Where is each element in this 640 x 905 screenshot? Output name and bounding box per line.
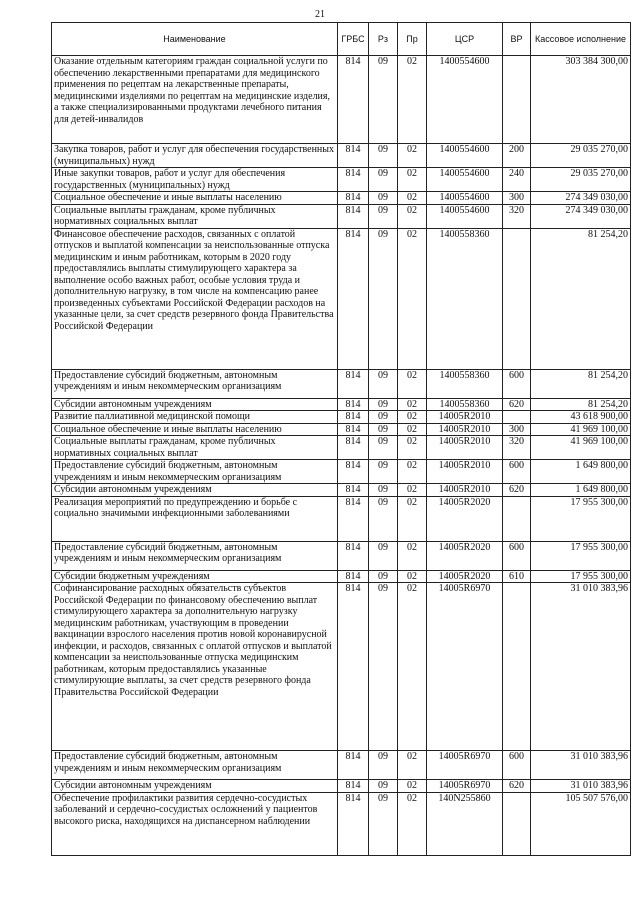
- cell-grbs: 814: [338, 411, 369, 424]
- cell-grbs: 814: [338, 570, 369, 583]
- table-row: [52, 570, 631, 583]
- cell-pr: 02: [398, 423, 427, 436]
- cell-name: Обеспечение профилактики развития сердечно-сосудистых заболеваний и сердечно-сосудистых осложнений у пациентов высокого риска, находящихся на диспансерном наблюдении: [52, 792, 338, 855]
- cell-csr: 14005R2010: [427, 436, 503, 460]
- table-row: [52, 144, 631, 168]
- cell-vr: 320: [503, 436, 531, 460]
- cell-amount: 29 035 270,00: [531, 168, 631, 192]
- cell-amount: 41 969 100,00: [531, 436, 631, 460]
- cell-amount: 81 254,20: [531, 398, 631, 411]
- cell-amount: 31 010 383,96: [531, 583, 631, 751]
- cell-name: Субсидии бюджетным учреждениям: [52, 570, 338, 583]
- cell-grbs: 814: [338, 583, 369, 751]
- cell-name: Оказание отдельным категориям граждан социальной услуги по обеспечению лекарственными препаратами для медицинского применения по рецептам на лекарственные препараты, медицинскими изделиями по рецептам на медицинские изделия, а также специализированными продуктами лечебного питания для детей-инвалидов: [52, 56, 338, 144]
- cell-vr: [503, 228, 531, 369]
- cell-rz: 09: [369, 228, 398, 369]
- cell-rz: 09: [369, 496, 398, 541]
- cell-rz: 09: [369, 411, 398, 424]
- table-row: [52, 436, 631, 460]
- cell-name: Закупка товаров, работ и услуг для обеспечения государственных (муниципальных) нужд: [52, 144, 338, 168]
- cell-name: Предоставление субсидий бюджетным, автономным учреждениям и иным некоммерческим организациям: [52, 460, 338, 484]
- cell-name: Социальные выплаты гражданам, кроме публичных нормативных социальных выплат: [52, 204, 338, 228]
- cell-vr: 240: [503, 168, 531, 192]
- cell-csr: 1400558360: [427, 398, 503, 411]
- page-number: 21: [315, 9, 325, 20]
- cell-pr: 02: [398, 411, 427, 424]
- cell-pr: 02: [398, 496, 427, 541]
- cell-csr: 1400558360: [427, 228, 503, 369]
- cell-name: Предоставление субсидий бюджетным, автономным учреждениям и иным некоммерческим организациям: [52, 751, 338, 780]
- cell-grbs: 814: [338, 496, 369, 541]
- cell-csr: 14005R2010: [427, 411, 503, 424]
- cell-pr: 02: [398, 369, 427, 398]
- cell-rz: 09: [369, 56, 398, 144]
- header-grbs: ГРБС: [338, 23, 369, 56]
- cell-pr: 02: [398, 541, 427, 570]
- cell-csr: 1400554600: [427, 56, 503, 144]
- cell-rz: 09: [369, 144, 398, 168]
- cell-vr: 620: [503, 398, 531, 411]
- cell-amount: 81 254,20: [531, 369, 631, 398]
- table-row: [52, 168, 631, 192]
- cell-grbs: 814: [338, 436, 369, 460]
- cell-csr: 1400558360: [427, 369, 503, 398]
- table-row: [52, 398, 631, 411]
- cell-rz: 09: [369, 570, 398, 583]
- cell-pr: 02: [398, 168, 427, 192]
- cell-pr: 02: [398, 204, 427, 228]
- header-vr: ВР: [503, 23, 531, 56]
- cell-vr: 610: [503, 570, 531, 583]
- cell-rz: 09: [369, 541, 398, 570]
- cell-rz: 09: [369, 398, 398, 411]
- cell-amount: 43 618 900,00: [531, 411, 631, 424]
- cell-grbs: 814: [338, 423, 369, 436]
- table-row: [52, 484, 631, 497]
- cell-grbs: 814: [338, 780, 369, 793]
- cell-name: Субсидии автономным учреждениям: [52, 780, 338, 793]
- cell-vr: [503, 792, 531, 855]
- cell-pr: 02: [398, 792, 427, 855]
- header-rz: Рз: [369, 23, 398, 56]
- cell-csr: 14005R2020: [427, 541, 503, 570]
- table-row: [52, 192, 631, 205]
- table-body: [52, 56, 631, 856]
- cell-name: Социальное обеспечение и иные выплаты населению: [52, 423, 338, 436]
- cell-rz: 09: [369, 751, 398, 780]
- table-row: [52, 792, 631, 855]
- cell-pr: 02: [398, 583, 427, 751]
- cell-vr: [503, 56, 531, 144]
- cell-name: Финансовое обеспечение расходов, связанных с оплатой отпусков и выплатой компенсации за неиспользованные отпуска медицинским и иным работникам, которым в 2020 году предоставлялись выплаты стимулирующего характера за выполнение особо важных работ, особые условия труда и дополнительную нагрузку, в том числе на компенсацию ранее произведенных субъектами Российской Федерации расходов на указанные цели, за счет средств резервного фонда Правительства Российской Федерации: [52, 228, 338, 369]
- cell-pr: 02: [398, 192, 427, 205]
- cell-vr: 600: [503, 369, 531, 398]
- cell-name: Софинансирование расходных обязательств субъектов Российской Федерации по финансовому обеспечению выплат стимулирующего характера за дополнительную нагрузку медицинским работникам, участвующим в проведении вакцинации взрослого населения против новой коронавирусной инфекции, и расходов, связанных с оплатой отпусков и выплатой компенсации за неиспользованные отпуска медицинским работникам, которым предоставлялись указанные стимулирующие выплаты, за счет средств резервного фонда Правительства Российской Федерации: [52, 583, 338, 751]
- cell-amount: 303 384 300,00: [531, 56, 631, 144]
- cell-pr: 02: [398, 398, 427, 411]
- table-row: [52, 56, 631, 144]
- cell-amount: 1 649 800,00: [531, 484, 631, 497]
- table-row: [52, 583, 631, 751]
- cell-pr: 02: [398, 751, 427, 780]
- cell-amount: 31 010 383,96: [531, 780, 631, 793]
- cell-vr: [503, 411, 531, 424]
- cell-rz: 09: [369, 168, 398, 192]
- cell-amount: 29 035 270,00: [531, 144, 631, 168]
- cell-name: Иные закупки товаров, работ и услуг для обеспечения государственных (муниципальных) нужд: [52, 168, 338, 192]
- cell-amount: 1 649 800,00: [531, 460, 631, 484]
- header-csr: ЦСР: [427, 23, 503, 56]
- cell-amount: 105 507 576,00: [531, 792, 631, 855]
- cell-amount: 41 969 100,00: [531, 423, 631, 436]
- cell-vr: [503, 496, 531, 541]
- table-row: [52, 751, 631, 780]
- cell-amount: 17 955 300,00: [531, 570, 631, 583]
- cell-csr: 1400554600: [427, 192, 503, 205]
- cell-pr: 02: [398, 780, 427, 793]
- cell-vr: 600: [503, 460, 531, 484]
- cell-vr: 600: [503, 541, 531, 570]
- cell-grbs: 814: [338, 398, 369, 411]
- cell-rz: 09: [369, 369, 398, 398]
- cell-grbs: 814: [338, 369, 369, 398]
- cell-grbs: 814: [338, 751, 369, 780]
- cell-vr: 300: [503, 192, 531, 205]
- cell-rz: 09: [369, 792, 398, 855]
- cell-csr: 14005R6970: [427, 583, 503, 751]
- cell-pr: 02: [398, 144, 427, 168]
- cell-name: Социальное обеспечение и иные выплаты населению: [52, 192, 338, 205]
- cell-vr: 300: [503, 423, 531, 436]
- cell-csr: 14005R2010: [427, 423, 503, 436]
- cell-pr: 02: [398, 484, 427, 497]
- cell-rz: 09: [369, 780, 398, 793]
- cell-pr: 02: [398, 460, 427, 484]
- cell-grbs: 814: [338, 228, 369, 369]
- cell-grbs: 814: [338, 192, 369, 205]
- cell-csr: 1400554600: [427, 168, 503, 192]
- cell-pr: 02: [398, 436, 427, 460]
- cell-name: Предоставление субсидий бюджетным, автономным учреждениям и иным некоммерческим организациям: [52, 541, 338, 570]
- cell-amount: 81 254,20: [531, 228, 631, 369]
- table-row: [52, 780, 631, 793]
- cell-name: Субсидии автономным учреждениям: [52, 398, 338, 411]
- cell-grbs: 814: [338, 541, 369, 570]
- cell-csr: 14005R2010: [427, 484, 503, 497]
- cell-vr: 600: [503, 751, 531, 780]
- cell-rz: 09: [369, 192, 398, 205]
- cell-name: Предоставление субсидий бюджетным, автономным учреждениям и иным некоммерческим организациям: [52, 369, 338, 398]
- table-header-row: [52, 23, 631, 56]
- cell-name: Субсидии автономным учреждениям: [52, 484, 338, 497]
- cell-name: Реализация мероприятий по предупреждению и борьбе с социально значимыми инфекционными заболеваниями: [52, 496, 338, 541]
- cell-grbs: 814: [338, 56, 369, 144]
- cell-grbs: 814: [338, 792, 369, 855]
- table-row: [52, 369, 631, 398]
- cell-csr: 14005R2020: [427, 496, 503, 541]
- cell-amount: 274 349 030,00: [531, 204, 631, 228]
- header-name: Наименование: [52, 23, 338, 56]
- table-row: [52, 411, 631, 424]
- header-pr: Пр: [398, 23, 427, 56]
- cell-rz: 09: [369, 583, 398, 751]
- cell-vr: 620: [503, 484, 531, 497]
- cell-grbs: 814: [338, 460, 369, 484]
- table-row: [52, 423, 631, 436]
- cell-amount: 17 955 300,00: [531, 496, 631, 541]
- cell-name: Развитие паллиативной медицинской помощи: [52, 411, 338, 424]
- cell-grbs: 814: [338, 144, 369, 168]
- cell-csr: 1400554600: [427, 144, 503, 168]
- cell-csr: 140N255860: [427, 792, 503, 855]
- cell-csr: 1400554600: [427, 204, 503, 228]
- cell-rz: 09: [369, 460, 398, 484]
- cell-csr: 14005R2020: [427, 570, 503, 583]
- table-row: [52, 541, 631, 570]
- cell-pr: 02: [398, 228, 427, 369]
- cell-pr: 02: [398, 56, 427, 144]
- cell-grbs: 814: [338, 168, 369, 192]
- cell-rz: 09: [369, 436, 398, 460]
- cell-grbs: 814: [338, 204, 369, 228]
- cell-amount: 274 349 030,00: [531, 192, 631, 205]
- cell-amount: 17 955 300,00: [531, 541, 631, 570]
- cell-vr: 200: [503, 144, 531, 168]
- cell-rz: 09: [369, 204, 398, 228]
- cell-rz: 09: [369, 423, 398, 436]
- cell-vr: [503, 583, 531, 751]
- cell-amount: 31 010 383,96: [531, 751, 631, 780]
- table-row: [52, 204, 631, 228]
- cell-csr: 14005R6970: [427, 751, 503, 780]
- cell-rz: 09: [369, 484, 398, 497]
- budget-table: [51, 22, 631, 856]
- cell-grbs: 814: [338, 484, 369, 497]
- header-amount: Кассовое исполнение: [531, 23, 631, 56]
- cell-name: Социальные выплаты гражданам, кроме публичных нормативных социальных выплат: [52, 436, 338, 460]
- cell-vr: 320: [503, 204, 531, 228]
- table-row: [52, 460, 631, 484]
- table-row: [52, 496, 631, 541]
- table-row: [52, 228, 631, 369]
- cell-csr: 14005R2010: [427, 460, 503, 484]
- cell-csr: 14005R6970: [427, 780, 503, 793]
- cell-pr: 02: [398, 570, 427, 583]
- cell-vr: 620: [503, 780, 531, 793]
